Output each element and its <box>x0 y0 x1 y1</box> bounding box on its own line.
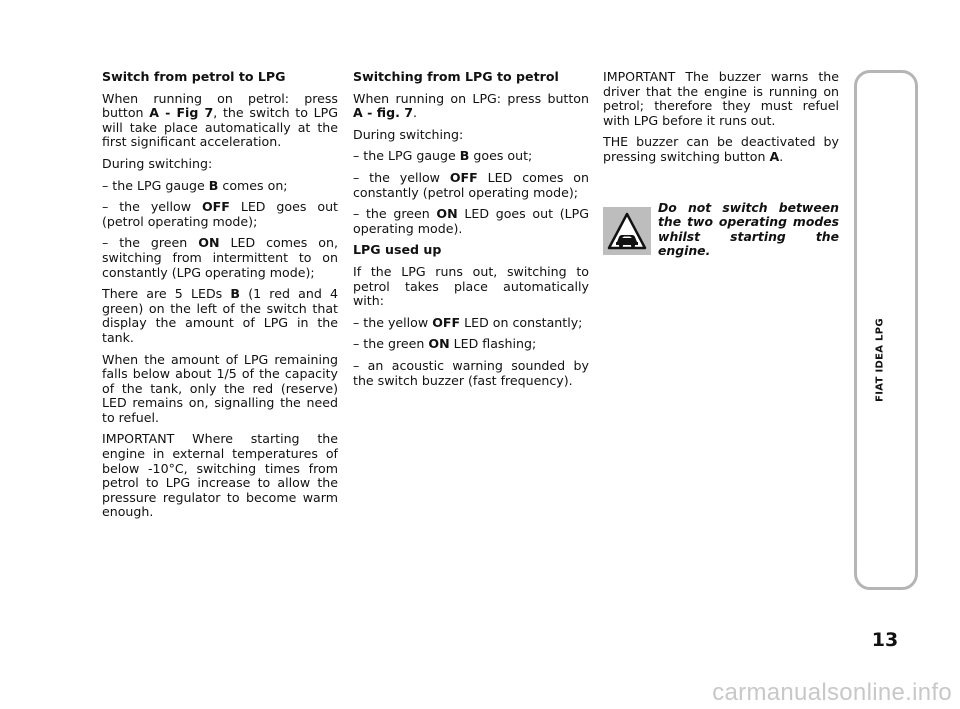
list-item: – an acoustic warning sounded by the switch buzzer (fast frequency). <box>353 357 589 388</box>
column-switch-lpg-to-petrol <box>353 70 589 395</box>
paragraph: During switching: <box>353 126 464 142</box>
paragraph: THE buzzer can be deactivated by pressing switching button A. <box>603 134 839 164</box>
paragraph: When running on LPG: press button A - fig. 7. <box>353 90 589 121</box>
warning-triangle-car-icon <box>603 207 651 255</box>
section-heading: Switching from LPG to petrol <box>353 69 559 84</box>
list-item: – the LPG gauge B goes out; <box>353 148 533 164</box>
side-tab-frame <box>854 70 918 590</box>
section-heading: LPG used up <box>353 242 442 258</box>
paragraph: There are 5 LEDs B (1 red and 4 green) on the left of the switch that display the amount of LPG in the tank. <box>102 286 338 345</box>
footer-watermark: carmanualsonline.info <box>712 679 952 706</box>
page-number: 13 <box>871 629 899 651</box>
warning-text: Do not switch between the two operating modes whilst starting the engine. <box>658 199 839 259</box>
important-note: IMPORTANT The buzzer warns the driver that the engine is running on petrol; therefore they must refuel with LPG before it runs out. <box>603 69 839 128</box>
important-note: IMPORTANT Where starting the engine in external temperatures of below -10°C, switching times from petrol to LPG increase to allow the pressure regulator to become warm enough. <box>102 431 338 520</box>
list-item: – the green ON LED comes on, switching from intermittent to on constantly (LPG operating mode); <box>102 235 338 280</box>
list-item: – the green ON LED goes out (LPG operating mode). <box>353 206 589 236</box>
list-item: – the yellow OFF LED comes on constantly (petrol operating mode); <box>353 169 589 200</box>
paragraph: If the LPG runs out, switching to petrol takes place automatically with: <box>353 263 589 309</box>
list-item: – the yellow OFF LED goes out (petrol operating mode); <box>102 199 338 229</box>
list-item: – the LPG gauge B comes on; <box>102 177 288 193</box>
side-tab-label: FIAT IDEA LPG <box>874 318 886 402</box>
paragraph: During switching: <box>102 155 213 171</box>
warning-box <box>603 201 839 261</box>
section-heading: Switch from petrol to LPG <box>102 69 286 84</box>
paragraph: When running on petrol: press button A - Fig 7, the switch to LPG will take place automatically at the first significant acceleration. <box>102 90 338 150</box>
column-switch-petrol-to-lpg <box>102 70 338 527</box>
list-item: – the green ON LED flashing; <box>353 336 537 352</box>
paragraph: When the amount of LPG remaining falls below about 1/5 of the capacity of the tank, only the red (reserve) LED remains on, signalling the need to refuel. <box>102 351 338 425</box>
column-buzzer-notes <box>603 70 839 261</box>
list-item: – the yellow OFF LED on constantly; <box>353 314 583 330</box>
